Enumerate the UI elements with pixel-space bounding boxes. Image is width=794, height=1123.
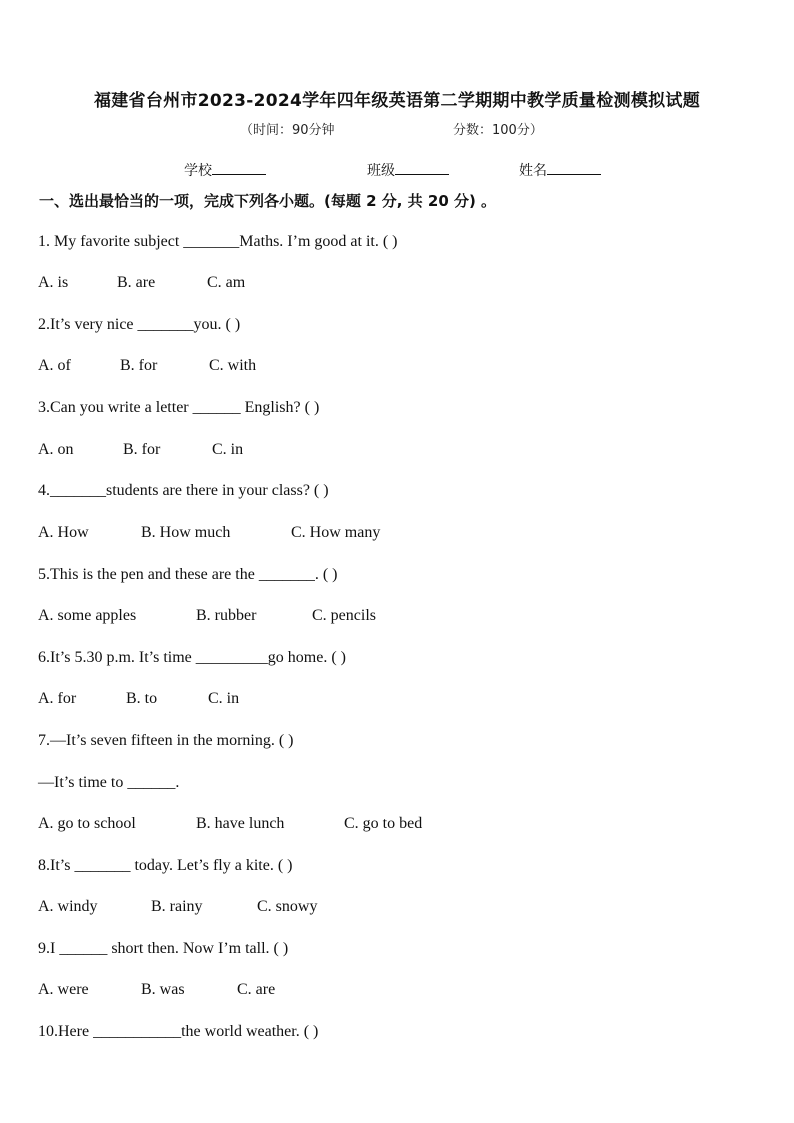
q6-option-c: C. in	[208, 690, 240, 707]
q7-option-a: A. go to school	[38, 815, 136, 832]
section-title: 一、选出最恰当的一项，完成下列各小题。(每题 2 分, 共 20 分) 。	[39, 192, 497, 210]
page-title: 福建省台州市2023-2024学年四年级英语第二学期期中教学质量检测模拟试题	[93, 91, 701, 111]
exam-time: （时间：90分钟	[240, 123, 335, 138]
q9-option-a: A. were	[38, 981, 89, 998]
school-blank	[212, 160, 266, 175]
q2-option-a: A. of	[38, 357, 71, 374]
exam-score: 分数：100分）	[453, 123, 543, 138]
question-1: 1. My favorite subject _______Maths. I’m good at it. ( )	[38, 233, 398, 250]
q1-option-a: A. is	[38, 274, 69, 291]
class-blank	[395, 160, 449, 175]
q5-option-c: C. pencils	[312, 607, 376, 624]
q3-option-a: A. on	[38, 441, 74, 458]
question-10: 10.Here ___________the world weather. ( )	[38, 1023, 319, 1040]
q5-option-a: A. some apples	[38, 607, 137, 624]
q6-option-a: A. for	[38, 690, 77, 707]
name-label: 姓名	[519, 163, 547, 179]
q7-option-c: C. go to bed	[344, 815, 423, 832]
class-field	[367, 160, 449, 180]
q8-option-b: B. rainy	[151, 898, 203, 915]
question-5: 5.This is the pen and these are the _______. ( )	[38, 566, 338, 583]
question-4: 4._______students are there in your class? ( )	[38, 482, 329, 499]
q2-option-b: B. for	[120, 357, 158, 374]
q9-option-b: B. was	[141, 981, 185, 998]
name-blank	[547, 160, 601, 175]
q1-option-b: B. are	[117, 274, 156, 291]
school-label: 学校	[184, 163, 212, 179]
q4-option-b: B. How much	[141, 524, 231, 541]
question-2: 2.It’s very nice _______you. ( )	[38, 316, 241, 333]
question-7: 7.—It’s seven fifteen in the morning. ( )	[38, 732, 294, 749]
q4-option-c: C. How many	[291, 524, 381, 541]
question-3: 3.Can you write a letter ______ English? ( )	[38, 399, 320, 416]
name-field	[519, 160, 601, 180]
question-7-line-2: —It’s time to ______.	[38, 774, 180, 791]
question-9: 9.I ______ short then. Now I’m tall. ( )	[38, 940, 289, 957]
q6-option-b: B. to	[126, 690, 158, 707]
q2-option-c: C. with	[209, 357, 257, 374]
question-8: 8.It’s _______ today. Let’s fly a kite. ( )	[38, 857, 293, 874]
q3-option-c: C. in	[212, 441, 244, 458]
q3-option-b: B. for	[123, 441, 161, 458]
school-field	[184, 160, 266, 180]
q1-option-c: C. am	[207, 274, 246, 291]
q7-option-b: B. have lunch	[196, 815, 285, 832]
q8-option-c: C. snowy	[257, 898, 318, 915]
q9-option-c: C. are	[237, 981, 276, 998]
q5-option-b: B. rubber	[196, 607, 257, 624]
q8-option-a: A. windy	[38, 898, 98, 915]
question-6: 6.It’s 5.30 p.m. It’s time _________go home. ( )	[38, 649, 346, 666]
q4-option-a: A. How	[38, 524, 89, 541]
class-label: 班级	[367, 163, 395, 179]
